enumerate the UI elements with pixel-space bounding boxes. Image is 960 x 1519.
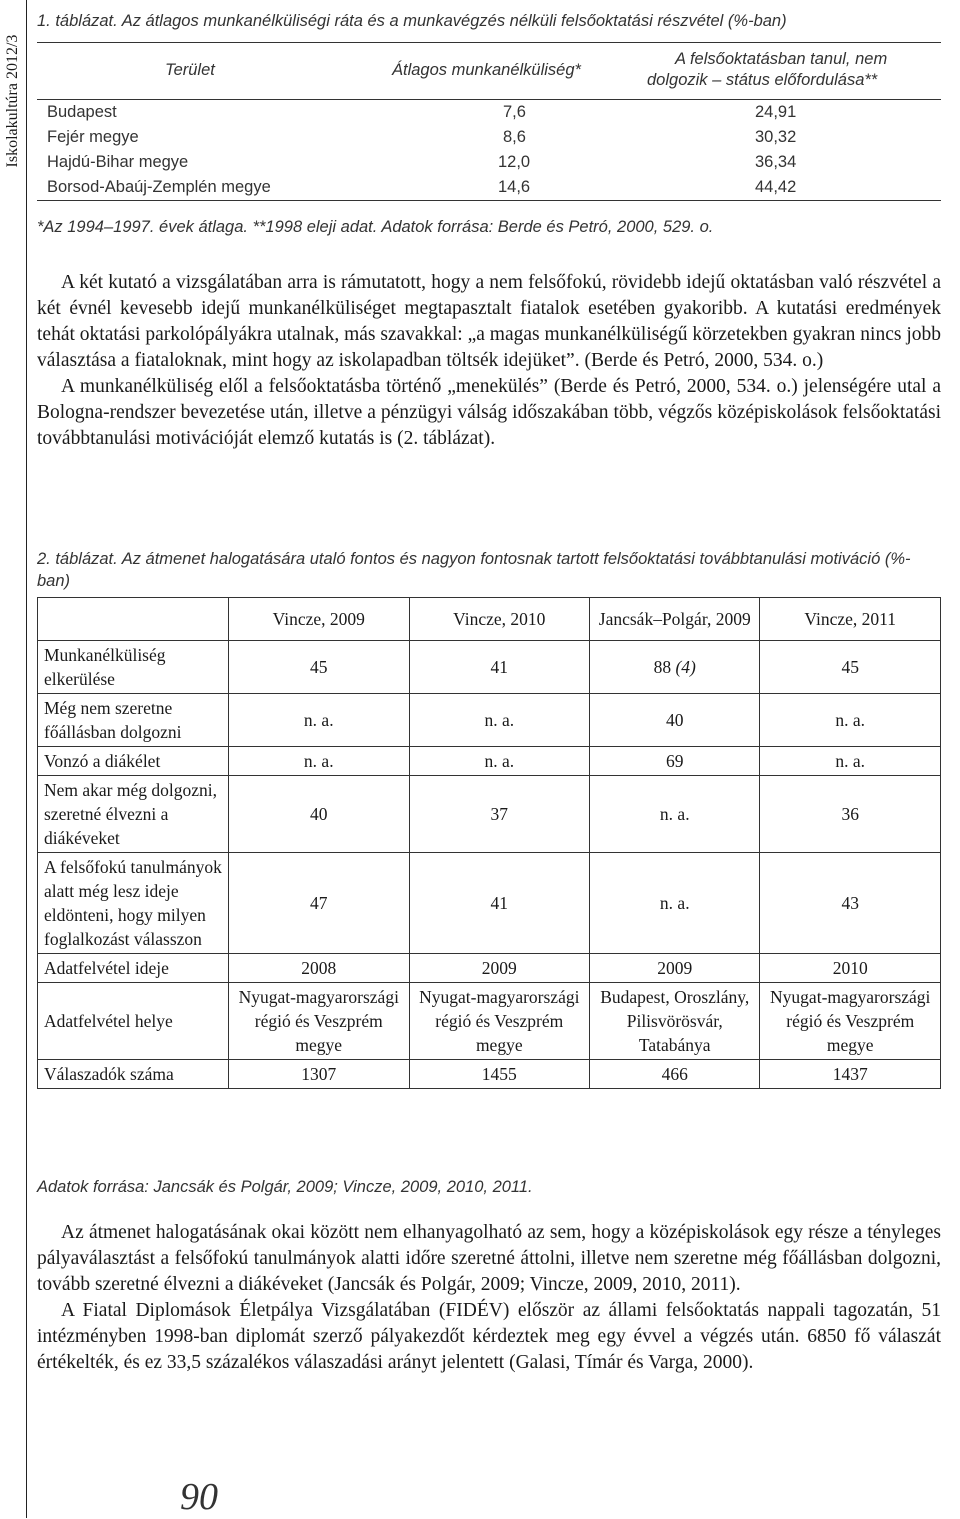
table2-cell: n. a. bbox=[409, 694, 590, 747]
table1-cell-status: 24,91 bbox=[755, 103, 797, 121]
table1 bbox=[37, 42, 941, 201]
table-row bbox=[37, 125, 941, 150]
table2-cell: 41 bbox=[409, 853, 590, 954]
table2-cell: n. a. bbox=[590, 853, 760, 954]
table2-cell-note: (4) bbox=[675, 657, 696, 677]
table1-cell-unemployment: 14,6 bbox=[498, 178, 531, 196]
table2 bbox=[37, 597, 941, 1089]
table2-cell: n. a. bbox=[590, 776, 760, 853]
table2-cell: n. a. bbox=[409, 747, 590, 776]
table1-cell-unemployment: 7,6 bbox=[503, 103, 526, 121]
table2-cell: n. a. bbox=[229, 694, 410, 747]
table1-header-status-line2: dolgozik – státus előfordulása** bbox=[647, 71, 878, 89]
table2-col-header: Vincze, 2009 bbox=[229, 598, 410, 641]
table2-row-label: Válaszadók száma bbox=[38, 1060, 229, 1089]
table2-cell: 2009 bbox=[409, 954, 590, 983]
table2-cell: 2008 bbox=[229, 954, 410, 983]
table1-cell-unemployment: 8,6 bbox=[503, 128, 526, 146]
table1-title: 1. táblázat. Az átlagos munkanélküliségi ráta és a munkavégzés nélküli felsőoktatási részvétel (%-ban) bbox=[37, 12, 787, 30]
table2-cell: 36 bbox=[760, 776, 941, 853]
table2-cell: Nyugat-magyarországi régió és Veszprém megye bbox=[760, 983, 941, 1060]
body-paragraph: A munkanélküliség elől a felsőoktatásba történő „menekülés” (Berde és Petró, 2000, 534. o.) jelenségére utal a Bologna-rendszer bevezetése után, illetve a pénzügyi válság időszakában több, végzős középiskolások felsőoktatási továbbtanulási motivációját elemző kutatás is (2. táblázat). bbox=[37, 376, 941, 449]
table1-cell-status: 44,42 bbox=[755, 178, 797, 196]
table2-row-label: A felsőfokú tanulmányok alatt még lesz ideje eldönteni, hogy milyen foglalkozást válasszon bbox=[38, 853, 229, 954]
table-row bbox=[38, 694, 941, 747]
table1-note: *Az 1994–1997. évek átlaga. **1998 eleji adat. Adatok forrása: Berde és Petró, 2000, 529. o. bbox=[37, 218, 714, 236]
body-paragraph: A Fiatal Diplomások Életpálya Vizsgálatában (FIDÉV) először az állami felsőoktatás nappali tagozatán, 51 intézményben 1998-ban diplomát szerző pályakezdőt kérdeztek meg egy évvel a végzés után. 6850 fő válaszát értékelték, és ez 33,5 százalékos válaszadási arányt jelentett (Galasi, Tímár és Varga, 2000). bbox=[37, 1300, 941, 1373]
table2-corner-cell bbox=[38, 598, 229, 641]
table2-cell: 40 bbox=[229, 776, 410, 853]
paragraph-block-1 bbox=[37, 270, 941, 452]
table1-cell-status: 30,32 bbox=[755, 128, 797, 146]
table2-col-header: Vincze, 2010 bbox=[409, 598, 590, 641]
table2-cell: n. a. bbox=[229, 747, 410, 776]
table2-cell: 466 bbox=[590, 1060, 760, 1089]
table-row bbox=[38, 776, 941, 853]
table-row bbox=[38, 747, 941, 776]
table2-cell: 37 bbox=[409, 776, 590, 853]
side-margin bbox=[0, 0, 27, 1518]
table1-cell-status: 36,34 bbox=[755, 153, 797, 171]
table2-row-label: Nem akar még dolgozni, szeretné élvezni a diákéveket bbox=[38, 776, 229, 853]
table1-cell-area: Hajdú-Bihar megye bbox=[47, 153, 189, 171]
table2-cell: 1307 bbox=[229, 1060, 410, 1089]
table1-cell-area: Fejér megye bbox=[47, 128, 139, 146]
table2-cell: 47 bbox=[229, 853, 410, 954]
table2-row-label: Adatfelvétel helye bbox=[38, 983, 229, 1060]
table2-cell: 2009 bbox=[590, 954, 760, 983]
table2-cell: 41 bbox=[409, 641, 590, 694]
body-paragraph: A két kutató a vizsgálatában arra is rámutatott, hogy a nem felsőfokú, rövidebb idejű oktatásban való részvétel a két évnél kevesebb idejű munkanélküliséget megtapasztalt fiatalok esetében gyakoribb. A kutatási eredmények tehát oktatási parkolópályákra utalnak, más szavakkal: „a magas munkanélküliségű körzetekben gyakran nincs jobb választása a fiataloknak, mint hogy az iskolapadban töltsék idejüket”. (Berde és Petró, 2000, 534. o.) bbox=[37, 272, 941, 371]
table-row bbox=[38, 1060, 941, 1089]
paragraph-block-2 bbox=[37, 1220, 941, 1376]
table2-row-label: Még nem szeretne főállásban dolgozni bbox=[38, 694, 229, 747]
table1-cell-area: Budapest bbox=[47, 103, 117, 121]
table1-cell-area: Borsod-Abaúj-Zemplén megye bbox=[47, 178, 271, 196]
table-row bbox=[38, 983, 941, 1060]
table2-cell: n. a. bbox=[760, 747, 941, 776]
table1-header-area: Terület bbox=[165, 61, 215, 79]
table2-cell-value: 88 bbox=[653, 657, 672, 677]
table1-header-unemployment: Átlagos munkanélküliség* bbox=[392, 61, 581, 79]
table2-cell: 45 bbox=[760, 641, 941, 694]
table-row bbox=[37, 175, 941, 201]
table2-cell: Budapest, Oroszlány, Pilisvörösvár, Tatabánya bbox=[590, 983, 760, 1060]
table-row bbox=[38, 641, 941, 694]
table2-cell: 2010 bbox=[760, 954, 941, 983]
table2-row-label: Adatfelvétel ideje bbox=[38, 954, 229, 983]
table1-header bbox=[37, 42, 941, 100]
table2-title: 2. táblázat. Az átmenet halogatására utaló fontos és nagyon fontosnak tartott felsőoktatási továbbtanulási motiváció (%-ban) bbox=[37, 550, 911, 590]
table-row bbox=[37, 150, 941, 175]
page-number: 90 bbox=[180, 1476, 218, 1518]
table2-cell: 40 bbox=[590, 694, 760, 747]
table1-cell-unemployment: 12,0 bbox=[498, 153, 531, 171]
table-row bbox=[38, 853, 941, 954]
table2-cell: 69 bbox=[590, 747, 760, 776]
journal-label: Iskolakultúra 2012/3 bbox=[4, 34, 21, 168]
table2-cell: 43 bbox=[760, 853, 941, 954]
table2-header-row bbox=[38, 598, 941, 641]
table2-cell bbox=[590, 641, 760, 694]
table2-source: Adatok forrása: Jancsák és Polgár, 2009; Vincze, 2009, 2010, 2011. bbox=[37, 1178, 533, 1196]
table1-header-status-line1: A felsőoktatásban tanul, nem bbox=[675, 50, 888, 68]
table2-row-label: Munkanélküliség elkerülése bbox=[38, 641, 229, 694]
table2-cell: Nyugat-magyarországi régió és Veszprém megye bbox=[409, 983, 590, 1060]
table2-row-label: Vonzó a diákélet bbox=[38, 747, 229, 776]
table2-cell: 45 bbox=[229, 641, 410, 694]
body-paragraph: Az átmenet halogatásának okai között nem elhanyagolható az sem, hogy a középiskolások egy része a tényleges pályaválasztást a felsőfokú tanulmányok alatti időre szeretné áttolni, illetve nem szeretne még főállásban dolgozni, tovább szeretné élvezni a diákéveket (Jancsák és Polgár, 2009; Vincze, 2009, 2010, 2011). bbox=[37, 1222, 941, 1295]
table2-cell: n. a. bbox=[760, 694, 941, 747]
table2-cell: 1455 bbox=[409, 1060, 590, 1089]
table2-cell: 1437 bbox=[760, 1060, 941, 1089]
table2-col-header: Vincze, 2011 bbox=[760, 598, 941, 641]
table2-cell: Nyugat-magyarországi régió és Veszprém megye bbox=[229, 983, 410, 1060]
table2-col-header: Jancsák–Polgár, 2009 bbox=[590, 598, 760, 641]
table-row bbox=[38, 954, 941, 983]
table-row bbox=[37, 100, 941, 125]
